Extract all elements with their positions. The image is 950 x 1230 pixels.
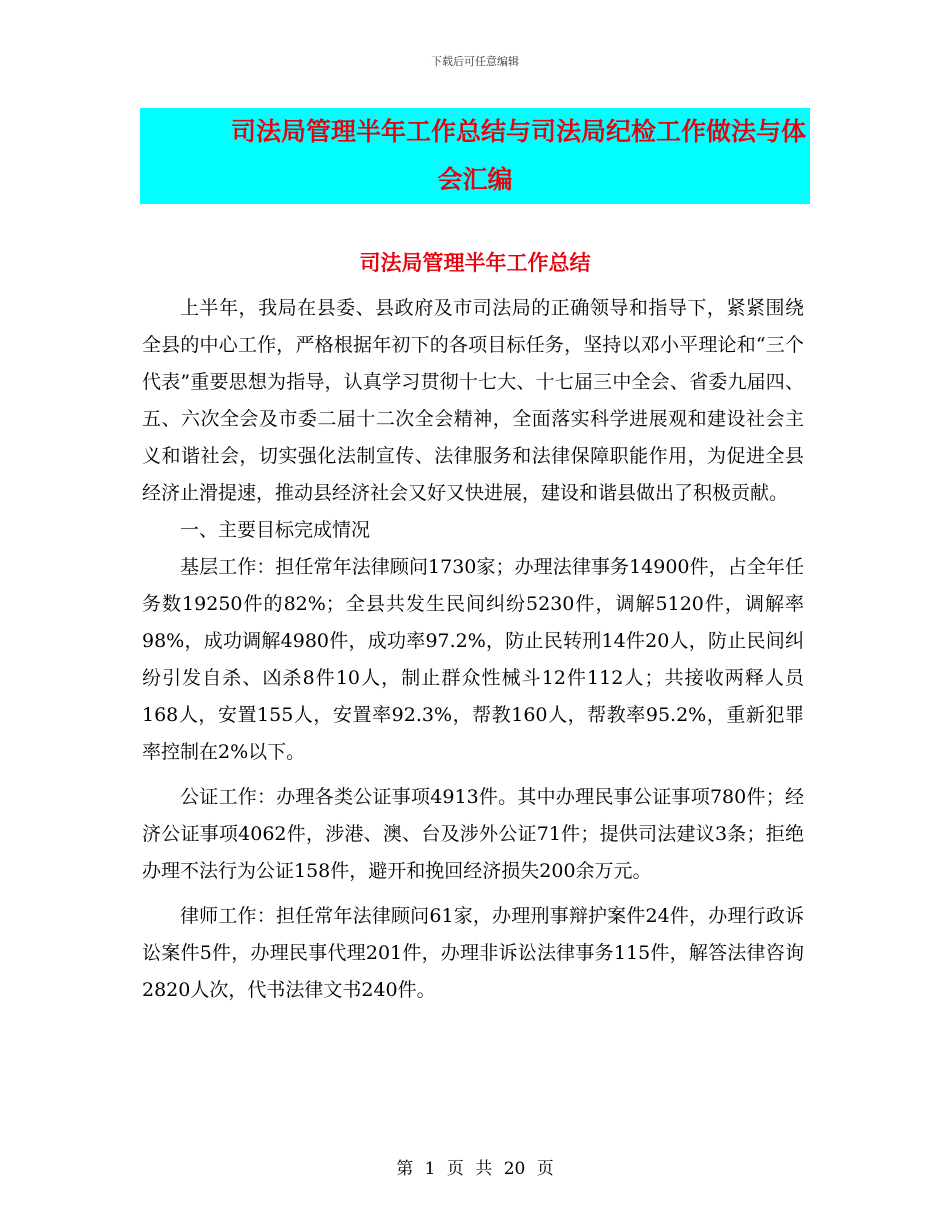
document-body (142, 290, 804, 1009)
paragraph-notary-work: 公证工作：办理各类公证事项4913件。其中办理民事公证事项780件；经济公证事项4062件，涉港、澳、台及涉外公证71件；提供司法建议3条；拒绝办理不法行为公证158件，避开和挽回经济损失200余万元。 (142, 786, 804, 882)
section-title: 司法局管理半年工作总结 (359, 250, 591, 275)
page-footer: 第 1 页 共 20 页 (396, 1159, 554, 1179)
paragraph-grassroots-work: 基层工作：担任常年法律顾问1730家；办理法律事务14900件，占全年任务数19250件的82%；全县共发生民间纠纷5230件，调解5120件，调解率98%，成功调解4980件，成功率97.2%，防止民转刑14件20人，防止民间纠纷引发自杀、凶杀8件10人，制止群众性械斗12件112人；共接收两释人员168人，安置155人，安置率92.3%，帮教160人，帮教率95.2%，重新犯罪率控制在2%以下。 (142, 556, 804, 763)
paragraph-intro: 上半年，我局在县委、县政府及市司法局的正确领导和指导下，紧紧围绕全县的中心工作，严格根据年初下的各项目标任务，坚持以邓小平理论和“三个代表”重要思想为指导，认真学习贯彻十七大、十七届三中全会、省委九届四、五、六次全会及市委二届十二次全会精神，全面落实科学进展观和建设社会主义和谐社会，切实强化法制宣传、法律服务和法律保障职能作用，为促进全县经济止滑提速，推动县经济社会又好又快进展，建设和谐县做出了积极贡献。 (142, 297, 804, 504)
document-title-line-2: 会汇编 (437, 165, 513, 194)
document-title (140, 108, 810, 204)
header-note: 下载后可任意编辑 (431, 55, 519, 68)
document-title-line-1: 司法局管理半年工作总结与司法局纪检工作做法与体 (230, 117, 806, 146)
paragraph-heading-targets: 一、主要目标完成情况 (180, 519, 371, 541)
paragraph-lawyer-work: 律师工作：担任常年法律顾问61家，办理刑事辩护案件24件，办理行政诉讼案件5件，办理民事代理201件，办理非诉讼法律事务115件，解答法律咨询2820人次，代书法律文书240件。 (142, 905, 804, 1001)
